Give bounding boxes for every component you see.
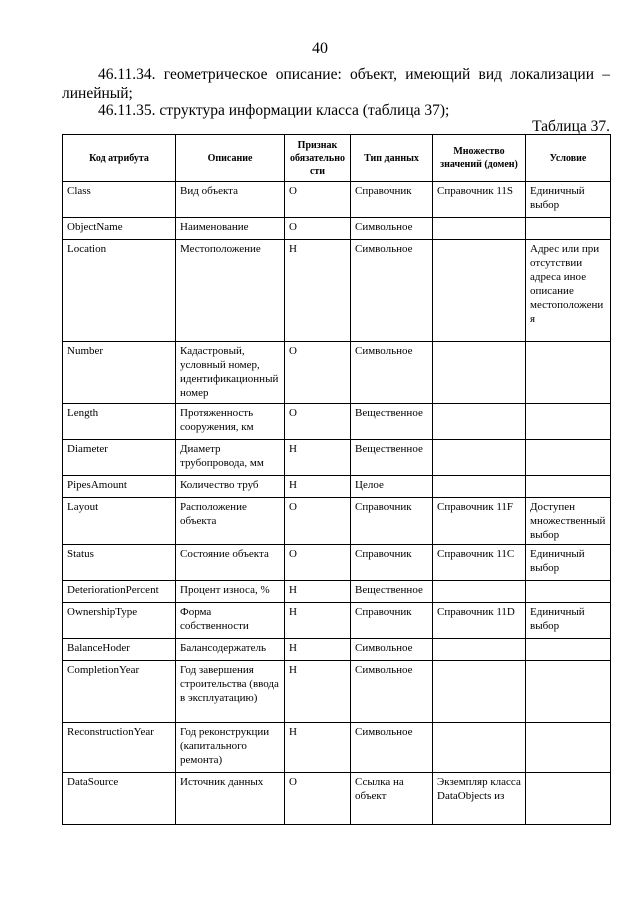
header-description: Описание: [176, 135, 285, 182]
cell-required: О: [285, 773, 351, 825]
cell-domain: [433, 218, 526, 240]
cell-condition: [526, 476, 611, 498]
table-row: [63, 182, 611, 218]
cell-required: Н: [285, 639, 351, 661]
cell-required: Н: [285, 723, 351, 773]
cell-data-type: Справочник: [351, 182, 433, 218]
cell-condition: [526, 639, 611, 661]
cell-domain: [433, 639, 526, 661]
cell-required: Н: [285, 476, 351, 498]
cell-code: ReconstructionYear: [63, 723, 176, 773]
cell-required: О: [285, 342, 351, 404]
cell-code: ObjectName: [63, 218, 176, 240]
cell-required: Н: [285, 661, 351, 723]
cell-code: DataSource: [63, 773, 176, 825]
table-row: [63, 773, 611, 825]
cell-condition: Адрес или при отсутствии адреса иное описание местоположения: [526, 240, 611, 342]
cell-data-type: Целое: [351, 476, 433, 498]
cell-description: Процент износа, %: [176, 581, 285, 603]
cell-data-type: Справочник: [351, 603, 433, 639]
table-caption: Таблица 37.: [532, 118, 610, 135]
table-row: [63, 661, 611, 723]
cell-code: PipesAmount: [63, 476, 176, 498]
cell-code: CompletionYear: [63, 661, 176, 723]
cell-condition: [526, 218, 611, 240]
cell-domain: Справочник 11C: [433, 545, 526, 581]
cell-data-type: Символьное: [351, 639, 433, 661]
cell-code: Class: [63, 182, 176, 218]
cell-required: О: [285, 404, 351, 440]
cell-domain: [433, 342, 526, 404]
cell-data-type: Справочник: [351, 498, 433, 545]
cell-condition: Доступен множественный выбор: [526, 498, 611, 545]
cell-code: Layout: [63, 498, 176, 545]
paragraph-46-11-34: 46.11.34. геометрическое описание: объект, имеющий вид локализации – линейный;: [62, 66, 610, 102]
cell-condition: Единичный выбор: [526, 603, 611, 639]
cell-description: Форма собственности: [176, 603, 285, 639]
cell-condition: [526, 581, 611, 603]
cell-data-type: Символьное: [351, 342, 433, 404]
cell-required: Н: [285, 581, 351, 603]
table-header-row: [63, 135, 611, 182]
cell-code: Status: [63, 545, 176, 581]
cell-domain: Справочник 11S: [433, 182, 526, 218]
table-row: [63, 545, 611, 581]
cell-code: Diameter: [63, 440, 176, 476]
cell-description: Год завершения строительства (ввода в эксплуатацию): [176, 661, 285, 723]
cell-description: Балансодержатель: [176, 639, 285, 661]
cell-description: Состояние объекта: [176, 545, 285, 581]
cell-domain: [433, 440, 526, 476]
cell-domain: [433, 581, 526, 603]
cell-domain: [433, 476, 526, 498]
cell-domain: [433, 240, 526, 342]
cell-condition: [526, 723, 611, 773]
cell-required: Н: [285, 603, 351, 639]
cell-domain: [433, 404, 526, 440]
cell-domain: Справочник 11F: [433, 498, 526, 545]
cell-description: Протяженность сооружения, км: [176, 404, 285, 440]
cell-data-type: Символьное: [351, 218, 433, 240]
cell-domain: [433, 661, 526, 723]
cell-code: Number: [63, 342, 176, 404]
cell-code: DeteriorationPercent: [63, 581, 176, 603]
attribute-table: [62, 134, 611, 825]
cell-condition: Единичный выбор: [526, 545, 611, 581]
cell-required: О: [285, 545, 351, 581]
table-row: [63, 723, 611, 773]
cell-data-type: Ссылка на объект: [351, 773, 433, 825]
cell-code: Location: [63, 240, 176, 342]
cell-data-type: Вещественное: [351, 581, 433, 603]
cell-required: Н: [285, 240, 351, 342]
cell-description: Источник данных: [176, 773, 285, 825]
table-row: [63, 218, 611, 240]
cell-required: Н: [285, 440, 351, 476]
table-row: [63, 639, 611, 661]
table-row: [63, 581, 611, 603]
table-row: [63, 440, 611, 476]
cell-description: Наименование: [176, 218, 285, 240]
table-row: [63, 404, 611, 440]
cell-description: Диаметр трубопровода, мм: [176, 440, 285, 476]
cell-description: Кадастровый, условный номер, идентификационный номер: [176, 342, 285, 404]
header-required: Признак обязательности: [285, 135, 351, 182]
header-condition: Условие: [526, 135, 611, 182]
cell-description: Количество труб: [176, 476, 285, 498]
cell-data-type: Символьное: [351, 240, 433, 342]
cell-code: Length: [63, 404, 176, 440]
paragraph-46-11-35: 46.11.35. структура информации класса (таблица 37);: [98, 102, 450, 119]
cell-code: OwnershipType: [63, 603, 176, 639]
table-row: [63, 342, 611, 404]
cell-code: BalanceHoder: [63, 639, 176, 661]
cell-description: Расположение объекта: [176, 498, 285, 545]
cell-condition: [526, 404, 611, 440]
cell-condition: [526, 773, 611, 825]
cell-condition: [526, 342, 611, 404]
cell-required: О: [285, 218, 351, 240]
cell-condition: Единичный выбор: [526, 182, 611, 218]
cell-data-type: Вещественное: [351, 404, 433, 440]
cell-description: Вид объекта: [176, 182, 285, 218]
table-row: [63, 603, 611, 639]
table-row: [63, 476, 611, 498]
cell-condition: [526, 440, 611, 476]
cell-data-type: Справочник: [351, 545, 433, 581]
cell-data-type: Символьное: [351, 661, 433, 723]
cell-condition: [526, 661, 611, 723]
cell-required: О: [285, 182, 351, 218]
cell-required: О: [285, 498, 351, 545]
cell-description: Местоположение: [176, 240, 285, 342]
cell-domain: Экземпляр класса DataObjects из: [433, 773, 526, 825]
cell-data-type: Вещественное: [351, 440, 433, 476]
header-data-type: Тип данных: [351, 135, 433, 182]
table-row: [63, 240, 611, 342]
page-number: 40: [312, 40, 328, 57]
header-domain: Множество значений (домен): [433, 135, 526, 182]
cell-data-type: Символьное: [351, 723, 433, 773]
header-code: Код атрибута: [63, 135, 176, 182]
table-body: [63, 182, 611, 825]
cell-domain: Справочник 11D: [433, 603, 526, 639]
table-row: [63, 498, 611, 545]
cell-description: Год реконструкции (капитального ремонта): [176, 723, 285, 773]
cell-domain: [433, 723, 526, 773]
